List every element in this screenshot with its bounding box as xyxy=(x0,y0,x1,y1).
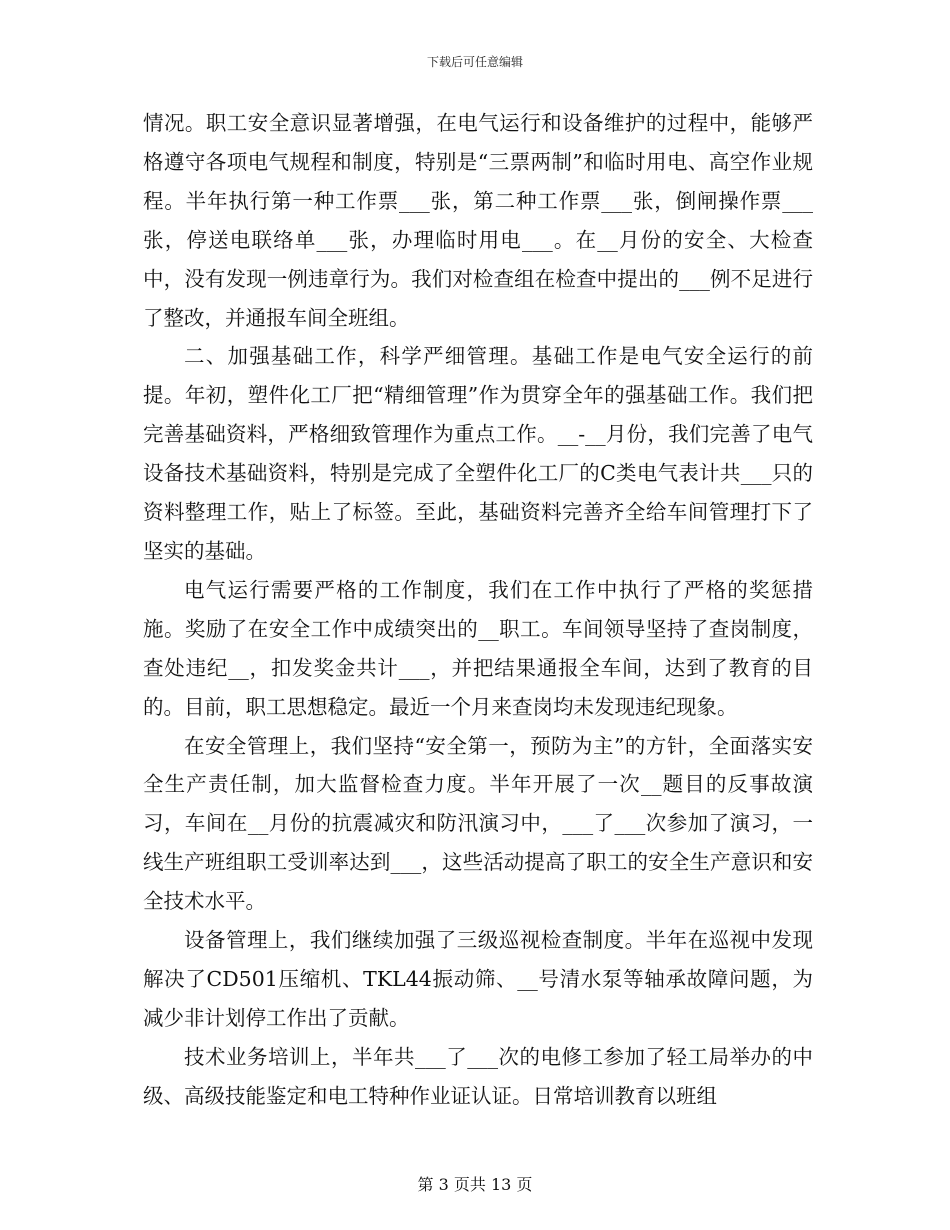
page-number: 第 3 页共 13 页 xyxy=(417,1175,533,1194)
page-header: 下载后可任意编辑 xyxy=(426,55,523,69)
document-body xyxy=(143,104,813,1116)
paragraph-6: 技术业务培训上，半年共___了___次的电修工参加了轻工局举办的中级、高级技能鉴定和电工特种作业证认证。日常培训教育以班组 xyxy=(143,1044,813,1108)
paragraph-2: 二、加强基础工作，科学严细管理。基础工作是电气安全运行的前提。年初，塑件化工厂把“精细管理”作为贯穿全年的强基础工作。我们把完善基础资料，严格细致管理作为重点工作。__-__月份，我们完善了电气设备技术基础资料，特别是完成了全塑件化工厂的C类电气表计共___只的资料整理工作，贴上了标签。至此，基础资料完善齐全给车间管理打下了坚实的基础。 xyxy=(143,344,813,563)
paragraph-5: 设备管理上，我们继续加强了三级巡视检查制度。半年在巡视中发现解决了CD501压缩机、TKL44振动筛、__号清水泵等轴承故障问题，为减少非计划停工作出了贡献。 xyxy=(143,928,813,1030)
paragraph-3: 电气运行需要严格的工作制度，我们在工作中执行了严格的奖惩措施。奖励了在安全工作中成绩突出的__职工。车间领导坚持了查岗制度，查处违纪__，扣发奖金共计___，并把结果通报全车间，达到了教育的目的。目前，职工思想稳定。最近一个月来查岗均未发现违纪现象。 xyxy=(143,577,813,719)
paragraph-1: 情况。职工安全意识显著增强，在电气运行和设备维护的过程中，能够严格遵守各项电气规程和制度，特别是“三票两制”和临时用电、高空作业规程。半年执行第一种工作票___张，第二种工作票___张，倒闸操作票___张，停送电联络单___张，办理临时用电___。在__月份的安全、大检查中，没有发现一例违章行为。我们对检查组在检查中提出的___例不足进行了整改，并通报车间全班组。 xyxy=(143,111,813,330)
paragraph-4: 在安全管理上，我们坚持“安全第一，预防为主”的方针，全面落实安全生产责任制，加大监督检查力度。半年开展了一次__题目的反事故演习，车间在__月份的抗震减灾和防汛演习中，___了___次参加了演习，一线生产班组职工受训率达到___，这些活动提高了职工的安全生产意识和安全技术水平。 xyxy=(143,733,813,914)
